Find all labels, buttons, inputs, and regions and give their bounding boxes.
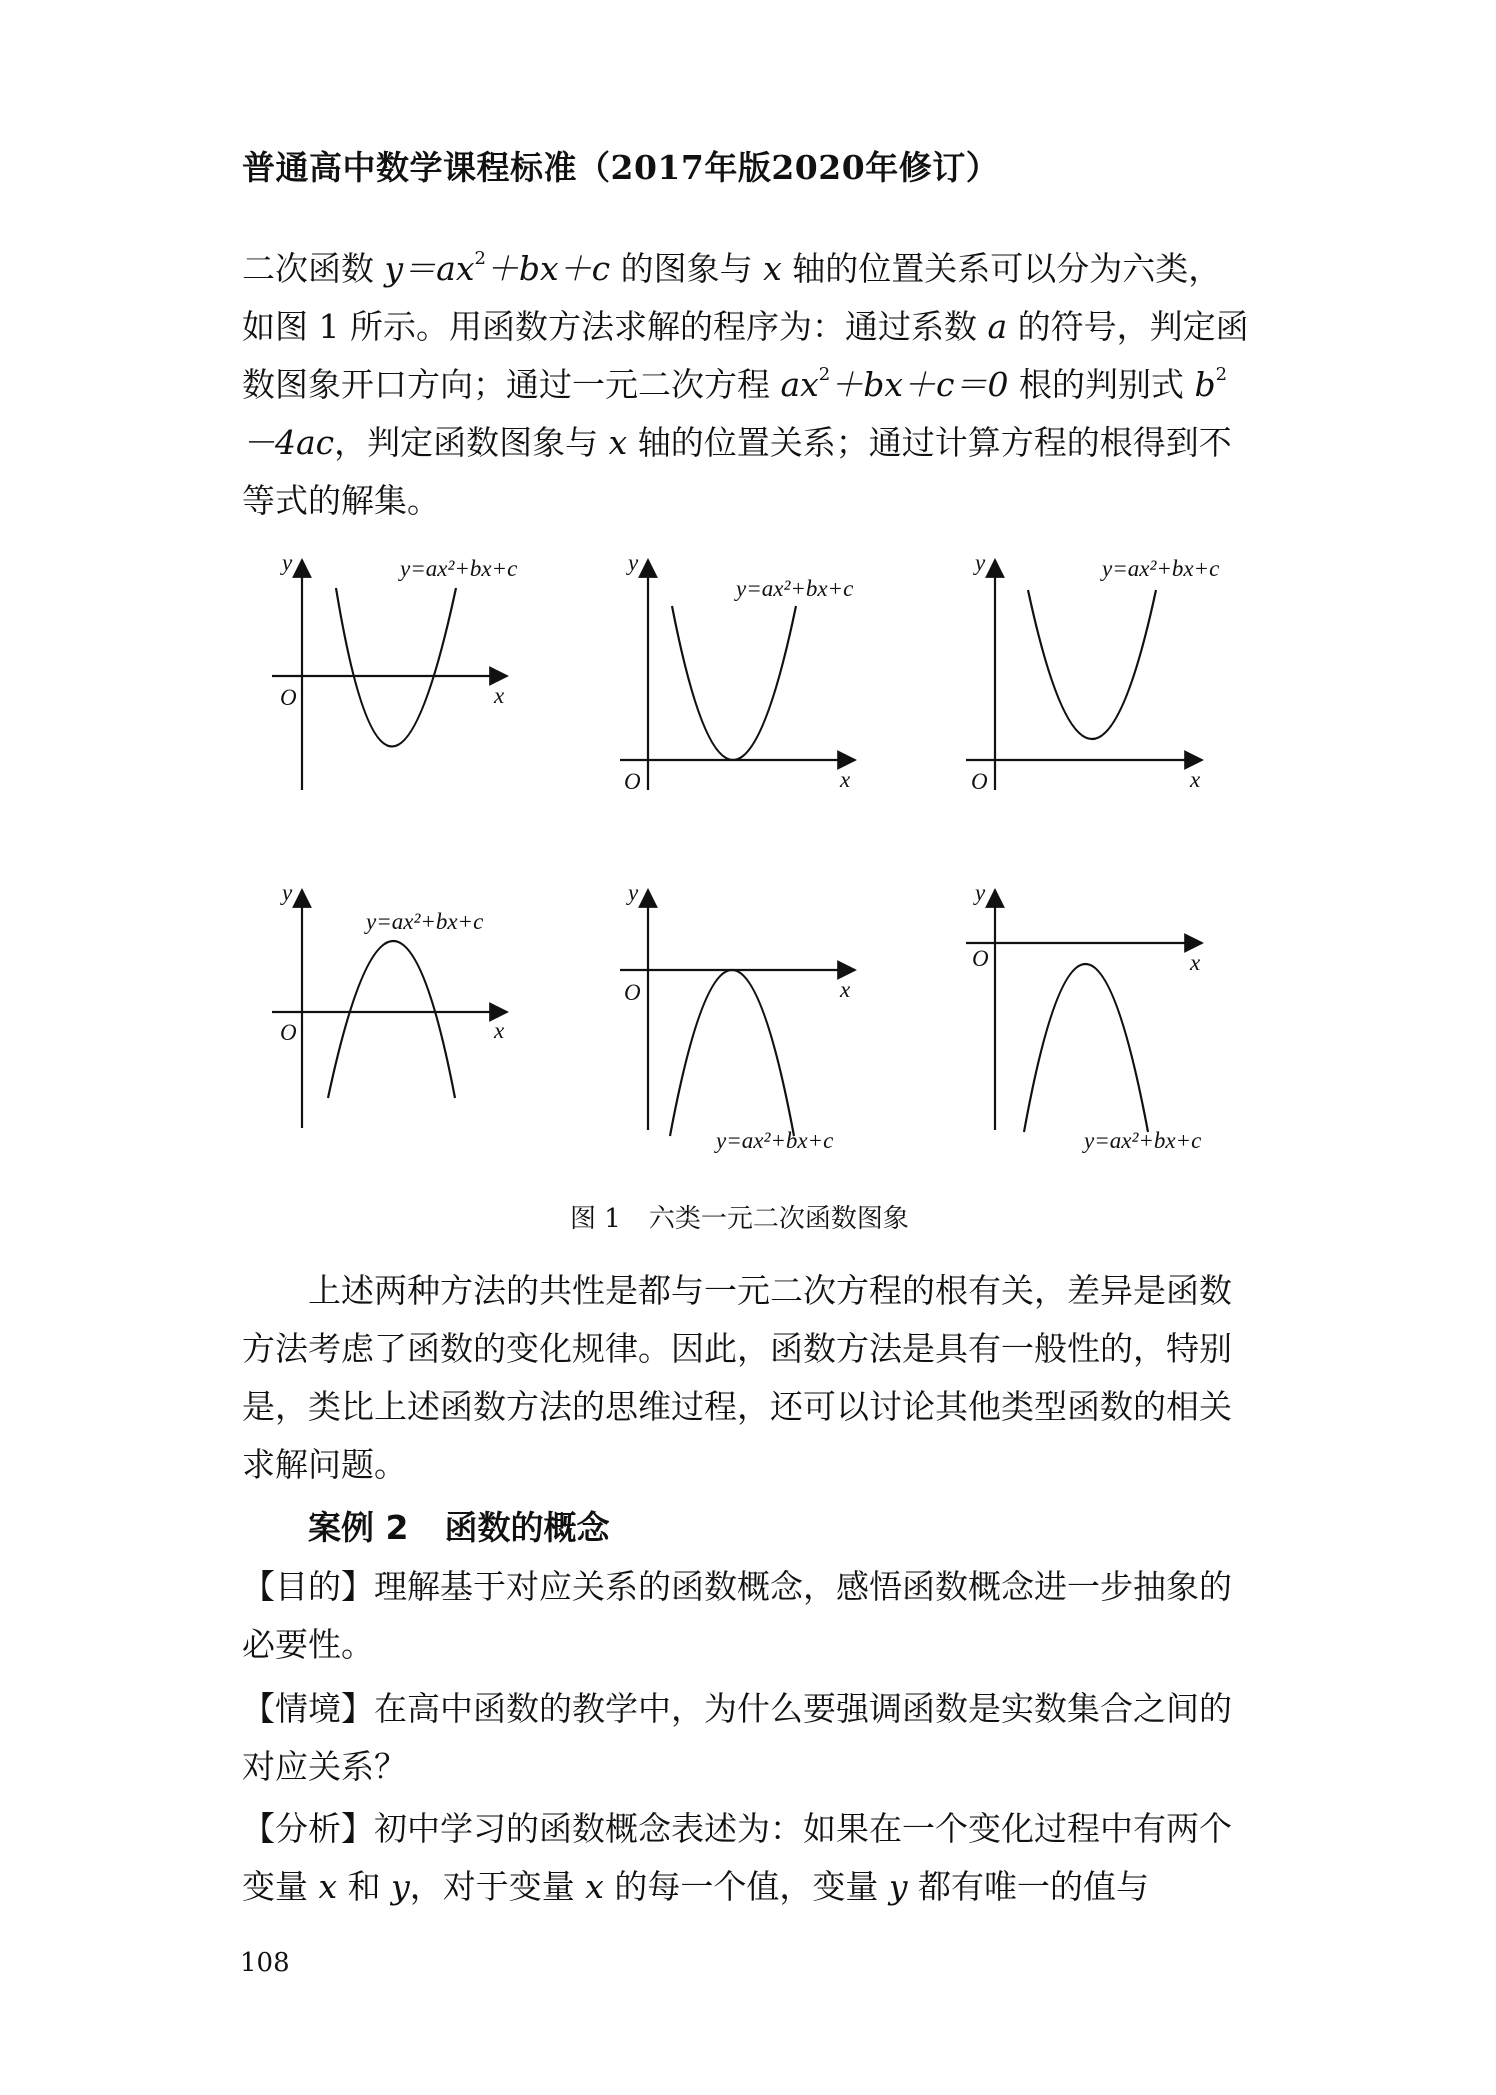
- axis-x-label: x: [1190, 767, 1201, 792]
- graph-two-roots-up: [272, 560, 507, 790]
- axis-x-label: x: [1190, 950, 1201, 975]
- axis-y-label: y: [628, 550, 639, 575]
- figure-caption: 图 1 六类一元二次函数图象: [570, 1204, 909, 1234]
- function-label: y=ax²+bx+c: [366, 909, 484, 934]
- intro-paragraph: 二次函数 $y=ax^2+bx+c$ 的图象与 x 轴的位置关系可以分为六类，如图 1 所示。用函数方法求解的程序为：通过系数 a 的符号，判定函数图象开口方向；通过一元二次方程 $ax^2+bx+c=0$ 根的判别式 $b^2-4ac$，判定函数图象与 x 轴的位置关系；通过计算方程的根得到不等式的解集。: [242, 248, 1249, 520]
- axis-y-label: y: [282, 550, 293, 575]
- function-label: y=ax²+bx+c: [1084, 1128, 1202, 1153]
- axis-y-label: y: [975, 880, 986, 905]
- origin-label: O: [624, 980, 641, 1005]
- origin-label: O: [624, 769, 641, 794]
- function-label: y=ax²+bx+c: [400, 556, 518, 581]
- running-header: 普通高中数学课程标准（2017年版2020年修订）: [242, 148, 1000, 187]
- origin-label: O: [280, 685, 297, 710]
- graph-one-root-down: [620, 890, 855, 1136]
- axis-x-label: x: [494, 1018, 505, 1043]
- axis-x-label: x: [840, 977, 851, 1002]
- axis-y-label: y: [628, 880, 639, 905]
- origin-label: O: [971, 769, 988, 794]
- axis-x-label: x: [494, 683, 505, 708]
- function-label: y=ax²+bx+c: [736, 576, 854, 601]
- axis-x-label: x: [840, 767, 851, 792]
- analysis-section: 【分析】初中学习的函数概念表述为：如果在一个变化过程中有两个变量 x 和 y，对于变量 x 的每一个值，变量 y 都有唯一的值与: [242, 1809, 1232, 1906]
- purpose-section: 【目的】理解基于对应关系的函数概念，感悟函数概念进一步抽象的必要性。: [242, 1567, 1232, 1664]
- axis-y-label: y: [975, 550, 986, 575]
- page-number: 108: [240, 1948, 290, 1978]
- origin-label: O: [280, 1020, 297, 1045]
- origin-label: O: [972, 946, 989, 971]
- case-heading: 案例 2 函数的概念: [308, 1508, 610, 1547]
- function-label: y=ax²+bx+c: [716, 1128, 834, 1153]
- comparison-paragraph: 上述两种方法的共性是都与一元二次方程的根有关，差异是函数方法考虑了函数的变化规律。因此，函数方法是具有一般性的，特别是，类比上述函数方法的思维过程，还可以讨论其他类型函数的相关求解问题。: [242, 1271, 1232, 1484]
- function-label: y=ax²+bx+c: [1102, 556, 1220, 581]
- graph-no-roots-up: [966, 560, 1202, 790]
- axis-y-label: y: [282, 880, 293, 905]
- context-section: 【情境】在高中函数的教学中，为什么要强调函数是实数集合之间的对应关系？: [242, 1689, 1232, 1786]
- graph-no-roots-down: [966, 890, 1202, 1132]
